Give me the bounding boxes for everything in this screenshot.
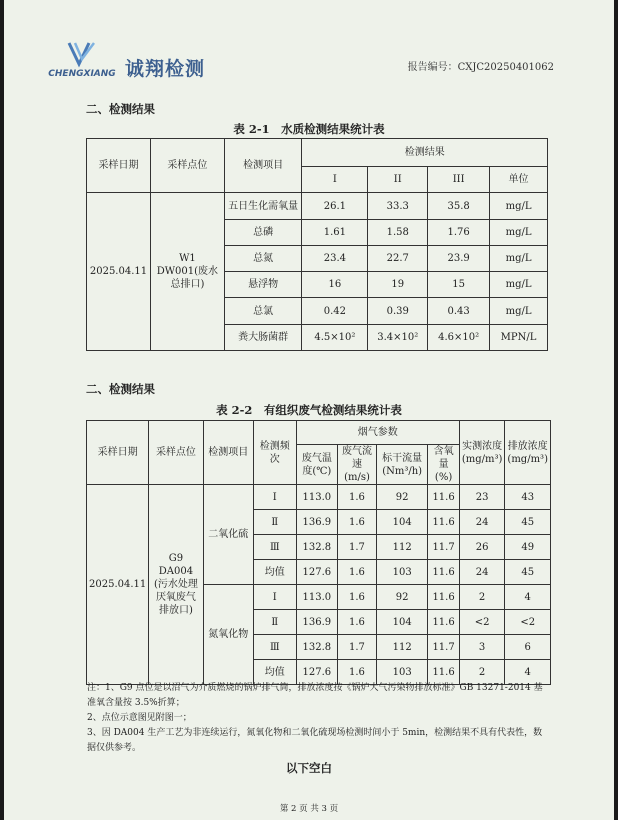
item-cell: 总氮 xyxy=(224,246,302,272)
value-cell: 22.7 xyxy=(368,246,428,272)
value-cell: 0.39 xyxy=(368,298,428,325)
col-header-flow: 标干流量(Nm³/h) xyxy=(377,445,428,485)
blank-below-marker: 以下空白 xyxy=(286,761,332,775)
o2-cell: 11.6 xyxy=(428,585,460,610)
unit-cell: mg/L xyxy=(490,220,548,246)
col-header-unit: 单位 xyxy=(490,167,548,193)
emission-cell: 4 xyxy=(505,660,551,685)
o2-cell: 11.6 xyxy=(428,560,460,585)
temp-cell: 127.6 xyxy=(296,560,337,585)
value-cell: 3.4×10² xyxy=(368,325,428,351)
value-cell: 4.5×10² xyxy=(302,325,368,351)
value-cell: 1.61 xyxy=(302,220,368,246)
speed-cell: 1.6 xyxy=(337,560,376,585)
chengxiang-logo-icon xyxy=(42,40,122,80)
value-cell: 23.9 xyxy=(428,246,490,272)
freq-cell: Ⅱ xyxy=(253,510,296,535)
unit-cell: mg/L xyxy=(490,246,548,272)
exhaust-gas-table xyxy=(86,420,551,685)
value-cell: 19 xyxy=(368,272,428,298)
speed-cell: 1.7 xyxy=(337,535,376,560)
freq-cell: Ⅲ xyxy=(253,535,296,560)
value-cell: 16 xyxy=(302,272,368,298)
unit-cell: mg/L xyxy=(490,193,548,220)
flow-cell: 104 xyxy=(377,510,428,535)
item-cell: 五日生化需氧量 xyxy=(224,193,302,220)
speed-cell: 1.6 xyxy=(337,660,376,685)
measured-cell: 23 xyxy=(459,485,505,510)
brand-name: 诚翔检测 xyxy=(125,58,206,80)
table-notes xyxy=(87,681,549,756)
measured-cell: 26 xyxy=(459,535,505,560)
item-cell: 悬浮物 xyxy=(224,272,302,298)
item-so2: 二氧化硫 xyxy=(203,485,253,585)
table1-caption: 表 2-1 水质检测结果统计表 xyxy=(233,122,385,136)
measured-cell: 24 xyxy=(459,560,505,585)
emission-cell: 49 xyxy=(505,535,551,560)
temp-cell: 113.0 xyxy=(296,485,337,510)
temp-cell: 136.9 xyxy=(296,610,337,635)
table2-caption: 表 2-2 有组织废气检测结果统计表 xyxy=(216,403,402,417)
item-cell: 总磷 xyxy=(224,220,302,246)
col-header-date: 采样日期 xyxy=(87,421,149,485)
item-cell: 粪大肠菌群 xyxy=(224,325,302,351)
value-cell: 33.3 xyxy=(368,193,428,220)
flow-cell: 103 xyxy=(377,660,428,685)
col-header-flue: 烟气参数 xyxy=(296,421,459,445)
freq-cell: 均值 xyxy=(253,660,296,685)
freq-cell: Ⅱ xyxy=(253,610,296,635)
flow-cell: 92 xyxy=(377,585,428,610)
flow-cell: 112 xyxy=(377,535,428,560)
item-nox: 氮氧化物 xyxy=(203,585,253,685)
unit-cell: MPN/L xyxy=(490,325,548,351)
value-cell: 26.1 xyxy=(302,193,368,220)
o2-cell: 11.6 xyxy=(428,485,460,510)
flow-cell: 112 xyxy=(377,635,428,660)
temp-cell: 127.6 xyxy=(296,660,337,685)
flow-cell: 104 xyxy=(377,610,428,635)
unit-cell: mg/L xyxy=(490,272,548,298)
section-heading-2: 二、检测结果 xyxy=(86,382,155,396)
col-header-measured: 实测浓度(mg/m³) xyxy=(459,421,505,485)
col-header-item: 检测项目 xyxy=(224,139,302,193)
emission-cell: 43 xyxy=(505,485,551,510)
speed-cell: 1.6 xyxy=(337,610,376,635)
section-heading-1: 二、检测结果 xyxy=(86,102,155,116)
value-cell: 0.42 xyxy=(302,298,368,325)
col-header-result: 检测结果 xyxy=(302,139,548,167)
col-header-item: 检测项目 xyxy=(203,421,253,485)
temp-cell: 132.8 xyxy=(296,635,337,660)
logo-text: CHENGXIANG xyxy=(48,69,116,79)
o2-cell: 11.6 xyxy=(428,660,460,685)
measured-cell: 24 xyxy=(459,510,505,535)
temp-cell: 132.8 xyxy=(296,535,337,560)
note-line: 2、点位示意图见附图一； xyxy=(87,713,192,723)
col-header-emission: 排放浓度(mg/m³) xyxy=(505,421,551,485)
freq-cell: Ⅰ xyxy=(253,485,296,510)
emission-cell: 45 xyxy=(505,560,551,585)
speed-cell: 1.6 xyxy=(337,585,376,610)
col-header-site: 采样点位 xyxy=(150,139,224,193)
col-header-freq: 检测频次 xyxy=(253,421,296,485)
value-cell: 23.4 xyxy=(302,246,368,272)
report-number: 报告编号：CXJC20250401062 xyxy=(407,62,554,73)
speed-cell: 1.6 xyxy=(337,510,376,535)
unit-cell: mg/L xyxy=(490,298,548,325)
freq-cell: Ⅲ xyxy=(253,635,296,660)
value-cell: 4.6×10² xyxy=(428,325,490,351)
speed-cell: 1.7 xyxy=(337,635,376,660)
note-line: 注：1、G9 点位是以沼气为介质燃烧的锅炉排气筒，排放浓度按《锅炉大气污染物排放标准》GB 13271-2014 基准氧含量按 3.5%折算； xyxy=(87,683,543,708)
value-cell: 0.43 xyxy=(428,298,490,325)
emission-cell: 45 xyxy=(505,510,551,535)
o2-cell: 11.7 xyxy=(428,635,460,660)
sample-date: 2025.04.11 xyxy=(87,193,151,351)
col-header-site: 采样点位 xyxy=(149,421,203,485)
value-cell: 1.76 xyxy=(428,220,490,246)
col-header-r3: III xyxy=(428,167,490,193)
col-header-r1: I xyxy=(302,167,368,193)
measured-cell: 2 xyxy=(459,585,505,610)
flow-cell: 103 xyxy=(377,560,428,585)
measured-cell: 3 xyxy=(459,635,505,660)
note-line: 3、因 DA004 生产工艺为非连续运行，氮氧化物和二氧化硫现场检测时间小于 5min，检测结果不具有代表性，数据仅供参考。 xyxy=(87,728,543,753)
freq-cell: 均值 xyxy=(253,560,296,585)
value-cell: 1.58 xyxy=(368,220,428,246)
emission-cell: <2 xyxy=(505,610,551,635)
freq-cell: Ⅰ xyxy=(253,585,296,610)
sample-site: W1 DW001(废水总排口) xyxy=(150,193,224,351)
temp-cell: 136.9 xyxy=(296,510,337,535)
col-header-date: 采样日期 xyxy=(87,139,151,193)
emission-cell: 4 xyxy=(505,585,551,610)
o2-cell: 11.6 xyxy=(428,510,460,535)
temp-cell: 113.0 xyxy=(296,585,337,610)
page-footer: 第 2 页 共 3 页 xyxy=(279,804,339,814)
flow-cell: 92 xyxy=(377,485,428,510)
sample-site: G9 DA004 (污水处理厌氧废气排放口) xyxy=(149,485,203,685)
col-header-r2: II xyxy=(368,167,428,193)
item-cell: 总氯 xyxy=(224,298,302,325)
measured-cell: 2 xyxy=(459,660,505,685)
col-header-o2: 含氧量(%) xyxy=(428,445,460,485)
speed-cell: 1.6 xyxy=(337,485,376,510)
sample-date: 2025.04.11 xyxy=(87,485,149,685)
emission-cell: 6 xyxy=(505,635,551,660)
o2-cell: 11.7 xyxy=(428,535,460,560)
col-header-speed: 废气流速(m/s) xyxy=(337,445,376,485)
col-header-temp: 废气温度(℃) xyxy=(296,445,337,485)
value-cell: 35.8 xyxy=(428,193,490,220)
water-quality-table xyxy=(86,138,548,351)
o2-cell: 11.6 xyxy=(428,610,460,635)
measured-cell: <2 xyxy=(459,610,505,635)
value-cell: 15 xyxy=(428,272,490,298)
